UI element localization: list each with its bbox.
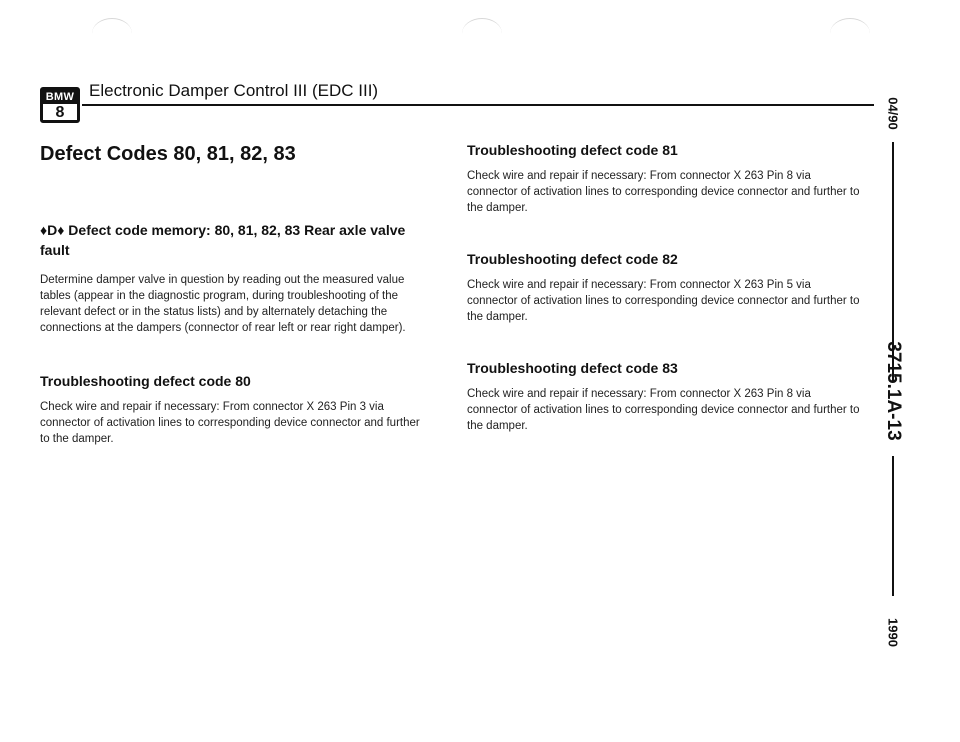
side-date: 04/90 — [885, 97, 901, 130]
logo-group-number: 8 — [55, 104, 65, 121]
left-column — [40, 143, 432, 447]
side-rule — [892, 456, 894, 596]
header-divider — [82, 104, 874, 106]
section-text: Check wire and repair if necessary: From connector X 263 Pin 5 via connector of activation lines to corresponding device connector and further to the damper. — [467, 279, 860, 323]
logo-brand-text: BMW — [43, 90, 77, 104]
punch-hole-mark — [92, 18, 132, 49]
punch-hole-mark — [462, 18, 502, 49]
page-header-title: Electronic Damper Control III (EDC III) — [89, 81, 379, 100]
page-title: Defect Codes 80, 81, 82, 83 — [40, 143, 296, 165]
right-column — [467, 141, 863, 434]
diagnosis-marker: ♦D♦ — [40, 222, 65, 238]
troubleshooting-section-83 — [467, 359, 863, 434]
section-text: Check wire and repair if necessary: From connector X 263 Pin 3 via connector of activation lines to corresponding device connector and further to the damper. — [40, 401, 420, 445]
defect-memory-text: Determine damper valve in question by reading out the measured value tables (appear in the diagnostic program, during troubleshooting of the relevant defect or in the status lists) and by alternately detaching the connections at the dampers (connector of rear left or rear right damper). — [40, 274, 406, 334]
side-document-code: 3715.1A-13 — [883, 341, 904, 441]
defect-memory-block — [40, 220, 432, 336]
troubleshooting-section-81 — [467, 141, 863, 216]
section-title: Troubleshooting defect code 82 — [467, 251, 678, 267]
section-title: Troubleshooting defect code 83 — [467, 360, 678, 376]
defect-memory-heading — [40, 220, 432, 260]
punch-hole-mark — [830, 18, 870, 49]
bmw-logo — [40, 87, 80, 123]
troubleshooting-section-80 — [40, 372, 432, 447]
section-title: Troubleshooting defect code 81 — [467, 142, 678, 158]
section-text: Check wire and repair if necessary: From connector X 263 Pin 8 via connector of activation lines to corresponding device connector and further to the damper. — [467, 388, 860, 432]
section-title: Troubleshooting defect code 80 — [40, 373, 251, 389]
section-text: Check wire and repair if necessary: From connector X 263 Pin 8 via connector of activation lines to corresponding device connector and further to the damper. — [467, 170, 860, 214]
troubleshooting-section-82 — [467, 250, 863, 325]
defect-memory-title: Defect code memory: 80, 81, 82, 83 Rear axle valve fault — [40, 222, 406, 258]
side-index-bar — [878, 80, 908, 680]
side-year: 1990 — [885, 618, 901, 647]
